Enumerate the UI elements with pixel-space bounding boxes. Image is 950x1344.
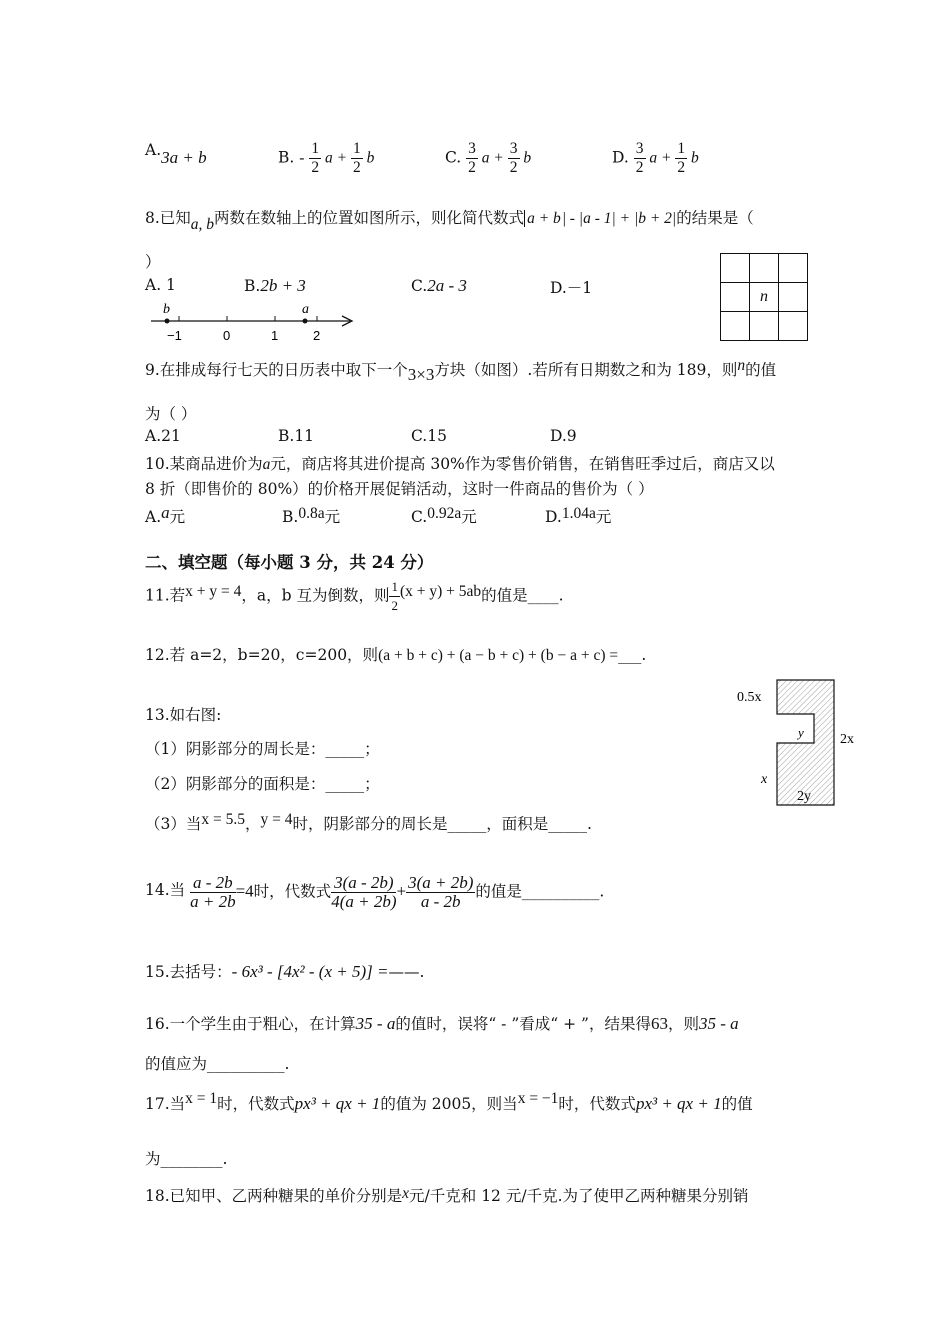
q13-part3: （3）当x = 5.5，y = 4时，阴影部分的周长是_____，面积是_____.: [145, 811, 592, 833]
q8-option-a: A. 1: [145, 276, 176, 294]
q12-stem: 12.若 a=2，b=20，c=200，则(a + b + c) + (a − b + c) + (b − a + c) =___.: [145, 646, 647, 664]
tick-1: 1: [271, 328, 279, 343]
q10-option-b: B.0.8a元: [282, 505, 341, 526]
point-b: [165, 319, 170, 324]
calendar-grid: [720, 253, 808, 341]
q10-line2: 8 折（即售价的 80%）的价格开展促销活动，这时一件商品的售价为（ ）: [145, 480, 654, 498]
q9-answer-paren: 为（ ）: [145, 405, 197, 423]
q8-option-c: C.2a - 3: [411, 276, 467, 295]
q16-line1: 16.一个学生由于粗心，在计算35 - a的值时，误将“ - ”看成“ + ”，结果得63，则35 - a: [145, 1014, 739, 1033]
q10-option-a: A.a元: [145, 503, 186, 526]
label-right: 2x: [840, 732, 854, 747]
q7-option-d: D. $\frac{3}{2}$ a + $\frac{1}{2}$ b: [612, 140, 699, 176]
q9-option-c: C.15: [411, 427, 447, 445]
tick-neg1: −1: [167, 328, 182, 343]
q7-option-c: C. $\frac{3}{2}$ a + $\frac{3}{2}$ b: [445, 140, 532, 176]
q13-part1: （1）阴影部分的周长是：_____；: [145, 740, 380, 758]
shaded-shape-figure: [735, 675, 865, 810]
q17-line2: 为________.: [145, 1150, 228, 1168]
q10-option-d: D.1.04a元: [545, 505, 612, 526]
q8-stem: 8.已知a, b两数在数轴上的位置如图所示，则化简代数式 a + b | - |a - 1| + |b + 2|的结果是（: [145, 209, 754, 233]
q17-line1: 17.当x = 1时，代数式px³ + qx + 1的值为 2005，则当x = −1时，代数式px³ + qx + 1的值: [145, 1090, 753, 1113]
q13-part2: （2）阴影部分的面积是：_____；: [145, 775, 380, 793]
q15-stem: 15.去括号：- 6x³ - [4x² - (x + 5)] =——.: [145, 962, 425, 981]
q7-option-a: A.3a + b: [145, 141, 207, 167]
q10-line1: 10.某商品进价为a元，商店将其进价提高 30%作为零售价销售，在销售旺季过后，商店又以: [145, 455, 775, 473]
q9-option-b: B.11: [278, 427, 315, 445]
q11-stem: 11.若x + y = 4，a，b 互为倒数，则 $\frac{1}{2}$ (x + y) + 5ab的值是____.: [145, 579, 564, 613]
tick-0: 0: [223, 328, 231, 343]
q10-option-c: C.0.92a元: [411, 505, 477, 526]
q18-line1: 18.已知甲、乙两种糖果的单价分别是x元/千克和 12 元/千克.为了使甲乙两种糖果分别销: [145, 1185, 749, 1205]
section-title: 二、填空题（每小题 3 分，共 24 分）: [145, 553, 434, 572]
label-left: x: [761, 772, 768, 787]
q8-option-d: D.－1: [550, 279, 593, 297]
q9-stem: 9.在排成每行七天的日历表中取下一个3×3方块（如图）.若所有日期数之和为 189，则n的值: [145, 357, 777, 384]
label-a: a: [302, 302, 309, 317]
label-inner: y: [798, 725, 804, 740]
q8-option-b: B.2b + 3: [244, 276, 306, 295]
tick-2: 2: [313, 328, 321, 343]
q8-close-paren: ）: [145, 253, 161, 271]
q13-title: 13.如右图:: [145, 706, 222, 724]
shaded-region: [777, 680, 834, 805]
q9-option-a: A.21: [145, 427, 181, 445]
q9-option-d: D.9: [550, 427, 577, 445]
point-a: [303, 319, 308, 324]
q16-line2: 的值应为__________.: [145, 1055, 290, 1073]
grid-center-n: n: [750, 283, 779, 312]
q7-option-b: B. - $\frac{1}{2}$ a + $\frac{1}{2}$ b: [278, 140, 375, 176]
label-b: b: [163, 302, 170, 317]
q14-stem: 14.当 $\frac{a - 2b}{a + 2b}$ =4时，代数式 $\frac{3(a - 2b)}{4(a + 2b)}$ + $\frac{3(a + 2b)}{a - 2b}$ 的值是__________.: [145, 873, 605, 911]
label-top: 0.5x: [737, 690, 762, 705]
label-bottom: 2y: [797, 789, 811, 804]
number-line-figure: [145, 300, 360, 348]
